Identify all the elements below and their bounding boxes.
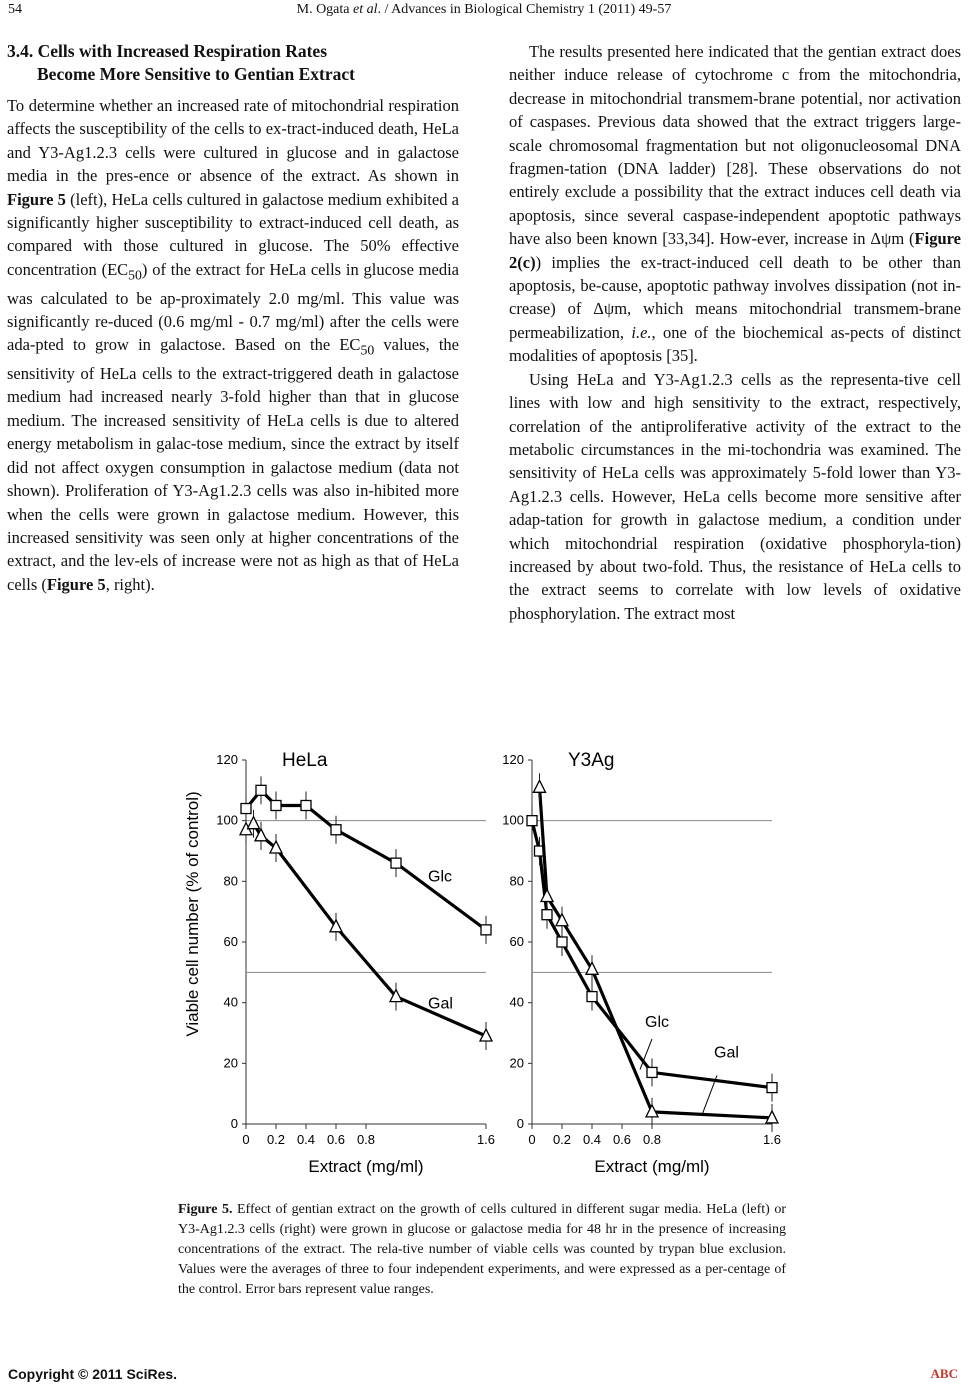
data-point-square — [271, 801, 281, 811]
series-line-glc — [246, 790, 486, 930]
y-tick-label: 40 — [509, 994, 524, 1010]
paragraph-3: Using HeLa and Y3-Ag1.2.3 cells as the representa-tive cell lines with low and high sensitivity to the extract, respectively, correlation of the antiproliferative activity of the extract to the metabolic circumstances in the mi-tochondria was examined. The sensitivity of HeLa cells was approximately 5-fold lower than Y3-Ag1.2.3 cells. However, HeLa cells become more sensitive after adap-tation for growth in galactose medium, a condition under which mitochondrial respiration (oxidative phosphoryla-tion) increased by about two-fold. Thus, the resistance of HeLa cells to the extract seems to correlate with low levels of oxidative phosphorylation. The extract most — [509, 369, 961, 623]
figure-reference[interactable]: Figure 5 — [7, 189, 66, 209]
y-tick-label: 80 — [223, 873, 238, 889]
y-tick-label: 60 — [223, 934, 238, 949]
section-title — [7, 40, 459, 86]
y-tick-label: 60 — [509, 934, 524, 949]
y-tick-label: 100 — [216, 812, 238, 828]
figure-caption — [178, 1200, 786, 1300]
italic-text: i.e. — [631, 322, 652, 342]
data-point-square — [527, 816, 537, 826]
paragraph-text: values, the sensitivity of HeLa cells to the extract-triggered death in galactose medium had increased nearly 3-fold higher than that in glucose medium. The increased sensitivity of HeLa cells is due to altered energy metabolism in galac-tose medium, since the extract by itself did not affect oxygen consumption in galactose medium (data not shown). Proliferation of Y3-Ag1.2.3 cells was also in-hibited more when the cells were grown in galactose medium. However, this increased sensitivity was seen only at higher concentrations of the extract, and the lev-els of increase were not as high as that of HeLa cells ( — [7, 335, 460, 594]
paragraph-1 — [7, 94, 459, 596]
x-tick-label: 0.8 — [356, 1132, 376, 1147]
figure-5 — [178, 742, 788, 1202]
left-column — [7, 40, 459, 596]
delta-psi-symbol: Δψm — [593, 299, 628, 319]
figure-reference[interactable]: Figure 2(c) — [509, 229, 961, 272]
section-title-line-1: 3.4. Cells with Increased Respiration Rates — [7, 41, 328, 61]
series-label-glc: Glc — [428, 868, 452, 886]
x-tick-label: 0.8 — [642, 1132, 662, 1147]
chart-title: Y3Ag — [568, 750, 615, 771]
x-axis-label: Extract (mg/ml) — [594, 1157, 710, 1176]
x-tick-label: 0 — [242, 1132, 250, 1147]
data-point-triangle — [248, 817, 260, 829]
x-tick-label: 1.6 — [476, 1132, 496, 1147]
y-tick-label: 20 — [223, 1055, 238, 1071]
figure-5-charts — [178, 742, 788, 1202]
paragraph-text: The results presented here indicated that the gentian extract does neither induce release of cytochrome c from the mitochondria, decrease in mitochondrial transmem-brane potential, nor activation of caspases. Previous data showed that the extract triggers large-scale chromosomal fragmentation but not oligonucleosomal DNA fragmen-tation (DNA ladder) [28]. These observations do not entirely exclude a possibility that the extract induces cell death via apoptosis, since several caspase-independent apoptotic pathways have also been known [33,34]. How-ever, increase in — [509, 42, 961, 249]
section-title-line-2: Become More Sensitive to Gentian Extract — [37, 64, 355, 84]
subscript: 50 — [360, 342, 375, 358]
y-tick-label: 120 — [502, 752, 524, 767]
paragraph-text: , one of the biochemical as-pects of distinct modalities of apoptosis [35]. — [509, 322, 961, 366]
y-tick-label: 100 — [502, 812, 524, 828]
data-point-square — [391, 858, 401, 868]
paragraph-text: ) of the extract for HeLa cells in glucose media was calculated to be ap-proximately 2.0 mg/ml. This value was significantly re-duced (0.6 mg/ml - 0.7 mg/ml) after the cells were ada-pted to grow in galactose. Based on the EC — [7, 259, 460, 355]
data-point-square — [647, 1067, 657, 1077]
x-tick-label: 1.6 — [762, 1132, 782, 1147]
data-point-square — [301, 801, 311, 811]
y-tick-label: 20 — [509, 1055, 524, 1071]
paragraph-text: ( — [904, 229, 915, 249]
x-tick-label: 0 — [528, 1132, 536, 1147]
x-tick-label: 0.4 — [582, 1132, 602, 1147]
paragraph-text: (left), HeLa cells cultured in galactose medium exhibited a significantly higher susceptibility to extract-induced cell death, as compared with those cultured in glucose. The 50% effective concentration (EC — [7, 189, 459, 279]
x-tick-label: 0.2 — [266, 1132, 286, 1147]
label-leader-line — [702, 1075, 717, 1114]
page-header — [0, 0, 968, 20]
caption-label: Figure 5. — [178, 1202, 233, 1217]
data-point-square — [331, 825, 341, 835]
data-point-square — [767, 1083, 777, 1093]
y-tick-label: 0 — [230, 1116, 238, 1131]
y-tick-label: 80 — [509, 873, 524, 889]
running-head: M. Ogata et al. / Advances in Biological Chemistry 1 (2011) 49-57 — [296, 2, 672, 17]
series-label-glc: Glc — [645, 1013, 669, 1031]
x-tick-label: 0.4 — [296, 1132, 316, 1147]
figure-reference[interactable]: Figure 5 — [46, 574, 106, 594]
footer-brand[interactable]: ABC — [930, 1366, 958, 1381]
subscript: 50 — [128, 267, 142, 283]
right-column — [509, 40, 961, 625]
paragraph-text: To determine whether an increased rate of mitochondrial respiration affects the susceptibility of the cells to ex-tract-induced death, HeLa and Y3-Ag1.2.3 cells were cultured in glucose and in galactose media in the pres-ence or absence of the extract. As shown in — [7, 96, 459, 186]
paragraph-text: ) implies the ex-tract-induced cell death to be other than apoptosis, be-cause, apoptotic pathway involves dissipation (not in-crease) of — [509, 252, 961, 319]
chart-title: HeLa — [282, 750, 328, 771]
page-number: 54 — [8, 2, 22, 17]
y-tick-label: 40 — [223, 994, 238, 1010]
y-axis-label: Viable cell number (% of control) — [183, 791, 202, 1037]
footer-copyright: Copyright © 2011 SciRes. — [8, 1366, 178, 1382]
chart-y3ag — [502, 750, 781, 1176]
data-point-square — [241, 804, 251, 814]
caption-text: Effect of gentian extract on the growth of cells cultured in different sugar media. HeLa (left) or Y3-Ag1.2.3 cells (right) were grown in glucose or galactose media for 48 hr in the presence of increasing concentrations of the extract. The rela-tive number of viable cells was counted by trypan blue exclusion. Values were the averages of three to four independent experiments, and were expressed as a per-centage of the control. Error bars represent value ranges. — [178, 1202, 787, 1297]
paragraph-text: , right). — [105, 574, 155, 594]
x-tick-label: 0.2 — [552, 1132, 572, 1147]
series-label-gal: Gal — [428, 995, 453, 1013]
data-point-square — [256, 785, 266, 795]
data-point-square — [557, 937, 567, 947]
x-tick-label: 0.6 — [612, 1132, 632, 1147]
data-point-square — [587, 992, 597, 1002]
y-tick-label: 120 — [216, 752, 238, 767]
x-tick-label: 0.6 — [326, 1132, 346, 1147]
series-label-gal: Gal — [714, 1044, 739, 1062]
chart-hela — [216, 750, 495, 1176]
data-point-square — [542, 910, 552, 920]
delta-psi-symbol: Δψm — [870, 229, 905, 249]
paragraph-2 — [509, 40, 961, 368]
paragraph-text: , which means mitochondrial transmem-brane permeabilization, — [509, 299, 961, 342]
y-tick-label: 0 — [516, 1116, 524, 1131]
data-point-triangle — [534, 780, 546, 792]
data-point-square — [481, 925, 491, 935]
x-axis-label: Extract (mg/ml) — [308, 1157, 424, 1176]
